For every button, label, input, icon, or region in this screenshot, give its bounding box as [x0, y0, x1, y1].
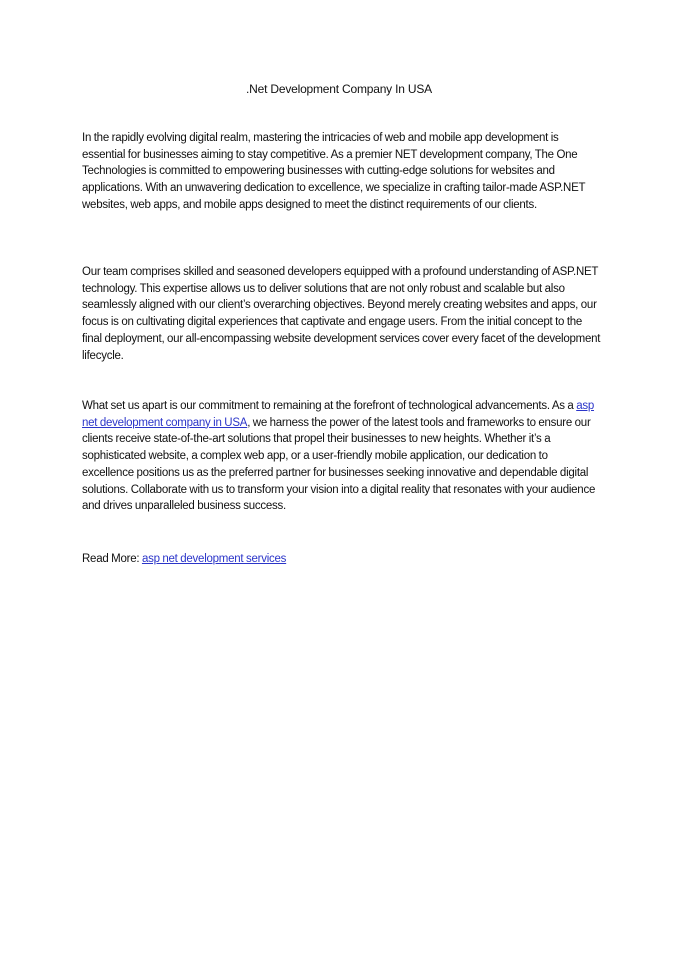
paragraph-differentiators-text-end: , we harness the power of the latest tools and frameworks to ensure our clients receive state-of-the-art solutions that propel their businesses to new heights. Whether it’s a sophisticated website, a complex web app, or a user-friendly mobile application, our dedication to excellence positions us as the preferred partner for businesses seeking innovative and dependable digital solutions. Collaborate with us to transform your vision into a digital reality that resonates with your audience and drives unparalleled business success.	[82, 416, 596, 513]
paragraph-differentiators	[82, 398, 602, 515]
paragraph-team: Our team comprises skilled and seasoned developers equipped with a profound understanding of ASP.NET technology. This expertise allows us to deliver solutions that are not only robust and scalable but also seamlessly aligned with our client’s overarching objectives. Beyond merely creating websites and apps, our focus is on cultivating digital experiences that captivate and engage users. From the initial concept to the final deployment, our all-encompassing website development services cover every facet of the development lifecycle.	[82, 266, 601, 362]
asp-net-services-link[interactable]: asp net development services	[141, 553, 287, 565]
paragraph-intro: In the rapidly evolving digital realm, mastering the intricacies of web and mobile app development is essential for businesses aiming to stay competitive. As a premier NET development company, The One Technologies is committed to empowering businesses with cutting-edge solutions for websites and applications. With an unwavering dedication to excellence, we specialize in crafting tailor-made ASP.NET websites, web apps, and mobile apps designed to meet the distinct requirements of our clients.	[82, 132, 586, 211]
read-more-label: Read More:	[82, 553, 142, 565]
asp-net-company-link[interactable]: asp net development company in USA	[82, 400, 594, 429]
paragraph-differentiators-text-start: What set us apart is our commitment to remaining at the forefront of technological advancements. As a	[82, 400, 577, 412]
read-more-line	[82, 551, 602, 568]
document-title: .Net Development Company In USA	[246, 82, 432, 96]
